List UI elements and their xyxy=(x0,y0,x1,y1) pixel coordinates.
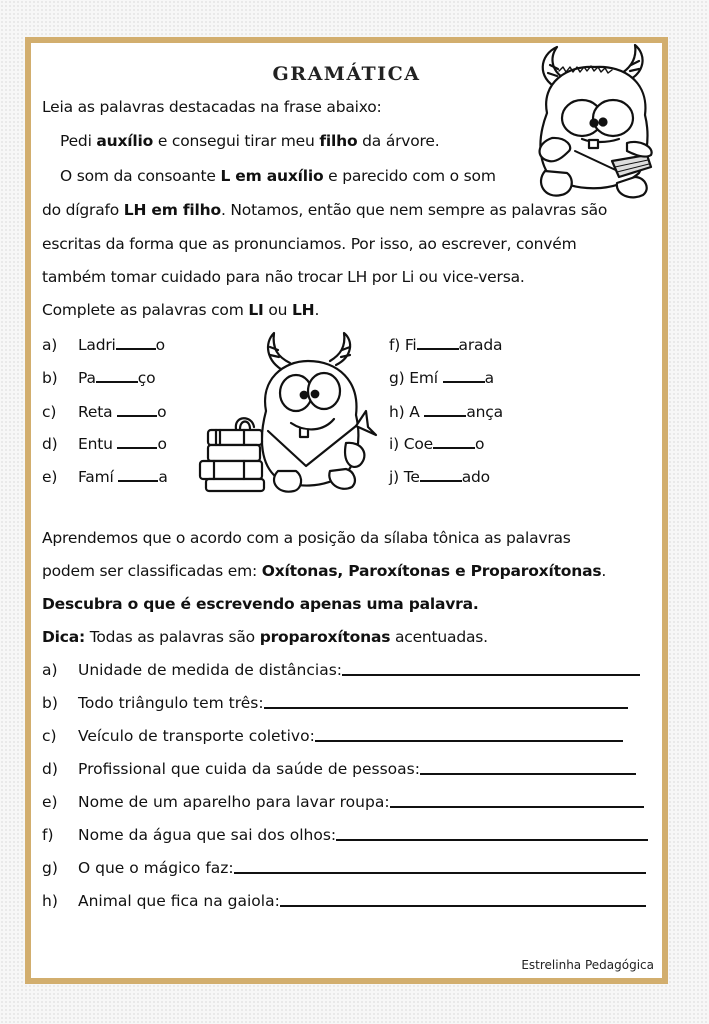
question-item xyxy=(42,760,662,778)
highlight-phrase: LH em filho xyxy=(123,201,221,219)
word-start: Coe xyxy=(403,435,433,453)
highlight-phrase: L em auxílio xyxy=(220,167,324,185)
word-end: ço xyxy=(137,369,156,387)
text-span: e parecido com o som xyxy=(323,167,496,185)
word-end: a xyxy=(158,468,168,486)
question-item xyxy=(42,661,662,679)
question-text: Todo triângulo tem três: xyxy=(78,694,264,712)
fill-item xyxy=(42,433,167,453)
word-end: o xyxy=(474,435,485,453)
fill-item xyxy=(389,334,502,354)
blank-input[interactable] xyxy=(424,401,466,417)
item-label: f) xyxy=(42,826,54,844)
item-label: a) xyxy=(42,336,58,354)
question-text: O que o mágico faz: xyxy=(78,859,234,877)
blank-input[interactable] xyxy=(118,466,158,482)
blank-input[interactable] xyxy=(433,433,475,449)
highlight-phrase: Oxítonas, Paroxítonas e Proparoxítonas xyxy=(261,562,602,580)
text-span: O som da consoante xyxy=(60,167,221,185)
word-end: o xyxy=(155,336,165,354)
answer-line[interactable] xyxy=(280,905,646,907)
item-label: g) xyxy=(42,859,58,877)
highlight-word: proparoxítonas xyxy=(259,628,391,646)
fill-item xyxy=(42,334,165,354)
item-label: d) xyxy=(42,435,58,453)
section2-tip xyxy=(42,628,488,646)
answer-line[interactable] xyxy=(390,806,644,808)
question-text: Nome da água que sai dos olhos: xyxy=(78,826,337,844)
word-start: Pa xyxy=(78,369,96,387)
explanation-line-3: escritas da forma que as pronunciamos. Por isso, ao escrever, convém xyxy=(42,235,577,253)
word-start: Famí xyxy=(78,468,119,486)
fill-item xyxy=(389,433,484,453)
question-item xyxy=(42,793,662,811)
item-label: a) xyxy=(42,661,58,679)
instruction-text: Leia as palavras destacadas na frase abaixo: xyxy=(42,98,382,116)
bold-instruction: Descubra o que é escrevendo apenas uma palavra. xyxy=(42,595,479,613)
fill-item xyxy=(42,401,166,421)
blank-input[interactable] xyxy=(420,466,462,482)
item-label: b) xyxy=(42,369,58,387)
section2-line-2 xyxy=(42,562,606,580)
question-item xyxy=(42,727,662,745)
highlight-letters: LI xyxy=(248,301,264,319)
word-start: A xyxy=(409,403,425,421)
text-span: Pedi xyxy=(60,132,97,150)
item-label: h) xyxy=(389,403,405,421)
question-text: Unidade de medida de distâncias: xyxy=(78,661,343,679)
word-start: Fi xyxy=(404,336,417,354)
item-label: i) xyxy=(389,435,399,453)
item-label: c) xyxy=(42,403,57,421)
text-span: Complete as palavras com xyxy=(42,301,249,319)
item-label: e) xyxy=(42,468,58,486)
worksheet-page xyxy=(25,37,668,984)
question-text: Profissional que cuida da saúde de pessoas: xyxy=(78,760,420,778)
text-span: do dígrafo xyxy=(42,201,124,219)
text-span: Todas as palavras são xyxy=(85,628,260,646)
word-end: arada xyxy=(458,336,503,354)
answer-line[interactable] xyxy=(315,740,623,742)
word-end: a xyxy=(484,369,494,387)
question-text: Veículo de transporte coletivo: xyxy=(78,727,315,745)
word-start: Reta xyxy=(78,403,118,421)
text-span: da árvore. xyxy=(357,132,440,150)
monster-with-books-illustration xyxy=(196,331,386,496)
blank-input[interactable] xyxy=(417,334,459,350)
fill-item xyxy=(389,466,490,486)
answer-line[interactable] xyxy=(342,674,640,676)
item-label: j) xyxy=(389,468,399,486)
section2-line-1: Aprendemos que o acordo com a posição da sílaba tônica as palavras xyxy=(42,529,571,547)
word-end: o xyxy=(157,435,167,453)
fill-item xyxy=(42,466,168,486)
text-span: ou xyxy=(263,301,292,319)
question-text: Nome de um aparelho para lavar roupa: xyxy=(78,793,390,811)
question-item xyxy=(42,826,662,844)
highlight-word: auxílio xyxy=(96,132,154,150)
word-end: o xyxy=(157,403,167,421)
question-item xyxy=(42,892,662,910)
worksheet-title: GRAMÁTICA xyxy=(272,63,421,85)
word-start: Entu xyxy=(78,435,118,453)
explanation-line-1 xyxy=(60,167,496,185)
highlight-letters: LH xyxy=(291,301,315,319)
text-span: e consegui tirar meu xyxy=(153,132,320,150)
answer-line[interactable] xyxy=(420,773,636,775)
blank-input[interactable] xyxy=(116,334,156,350)
text-span: acentuadas. xyxy=(390,628,488,646)
explanation-line-2 xyxy=(42,201,607,219)
word-start: Emí xyxy=(409,369,443,387)
item-label: b) xyxy=(42,694,58,712)
item-label: c) xyxy=(42,727,57,745)
answer-line[interactable] xyxy=(264,707,628,709)
explanation-line-4: também tomar cuidado para não trocar LH por Li ou vice-versa. xyxy=(42,268,525,286)
fill-item xyxy=(389,367,494,387)
answer-line[interactable] xyxy=(234,872,646,874)
footer-credit: Estrelinha Pedagógica xyxy=(521,958,654,972)
blank-input[interactable] xyxy=(443,367,485,383)
section2-line-3 xyxy=(42,595,479,613)
word-start: Ladri xyxy=(78,336,116,354)
word-start: Te xyxy=(403,468,420,486)
item-label: f) xyxy=(389,336,401,354)
question-text: Animal que fica na gaiola: xyxy=(78,892,280,910)
tip-label: Dica: xyxy=(42,628,86,646)
monster-reading-illustration xyxy=(527,43,662,203)
fill-item xyxy=(42,367,155,387)
question-item xyxy=(42,859,662,877)
fill-item xyxy=(389,401,503,421)
answer-line[interactable] xyxy=(336,839,648,841)
item-label: d) xyxy=(42,760,58,778)
blank-input[interactable] xyxy=(117,401,157,417)
text-span: podem ser classificadas em: xyxy=(42,562,262,580)
blank-input[interactable] xyxy=(96,367,138,383)
word-end: ado xyxy=(461,468,490,486)
item-label: g) xyxy=(389,369,405,387)
example-sentence xyxy=(60,132,439,150)
blank-input[interactable] xyxy=(117,433,157,449)
word-end: ança xyxy=(466,403,503,421)
text-span: . xyxy=(601,562,607,580)
item-label: e) xyxy=(42,793,58,811)
text-span: . Notamos, então que nem sempre as palavras são xyxy=(220,201,608,219)
text-span: . xyxy=(314,301,320,319)
question-item xyxy=(42,694,662,712)
item-label: h) xyxy=(42,892,58,910)
complete-instruction xyxy=(42,301,319,319)
highlight-word: filho xyxy=(319,132,358,150)
